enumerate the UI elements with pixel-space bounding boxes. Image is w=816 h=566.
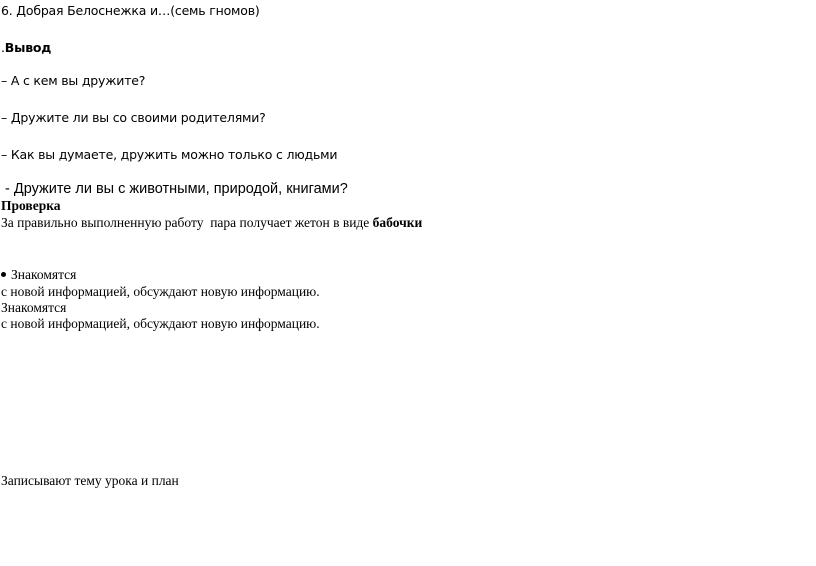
znakomyatsya-bulleted [1, 267, 76, 283]
vyvod-label: Вывод [4, 40, 52, 55]
znakomyatsya-1: Знакомятся [11, 267, 77, 282]
zheton-line [1, 215, 422, 231]
line-vyvod [1, 40, 51, 55]
zheton-text: За правильно выполненную работу пара получает жетон в виде [1, 215, 373, 230]
proverka-label: Проверка [1, 198, 61, 213]
bullet-icon [1, 272, 6, 277]
question-3: – Как вы думаете, дружить можно только с людьми [1, 147, 338, 162]
tema-line: Записывают тему урока и план [1, 473, 179, 488]
question-1: – А с кем вы дружите? [1, 73, 146, 88]
question-2: – Дружите ли вы со своими родителями? [1, 110, 266, 125]
question-4: - Дружите ли вы с животными, природой, книгами? [1, 181, 348, 197]
info-line-1: с новой информацией, обсуждают новую информацию. [1, 284, 320, 299]
zheton-bold: бабочки [372, 215, 423, 230]
line-heading-snow-white: 6. Добрая Белоснежка и…(семь гномов) [1, 3, 260, 18]
proverka-heading [1, 198, 61, 214]
vyvod-prefix: . [1, 40, 5, 55]
znakomyatsya-2: Знакомятся [1, 300, 67, 315]
info-line-2: с новой информацией, обсуждают новую информацию. [1, 316, 320, 331]
